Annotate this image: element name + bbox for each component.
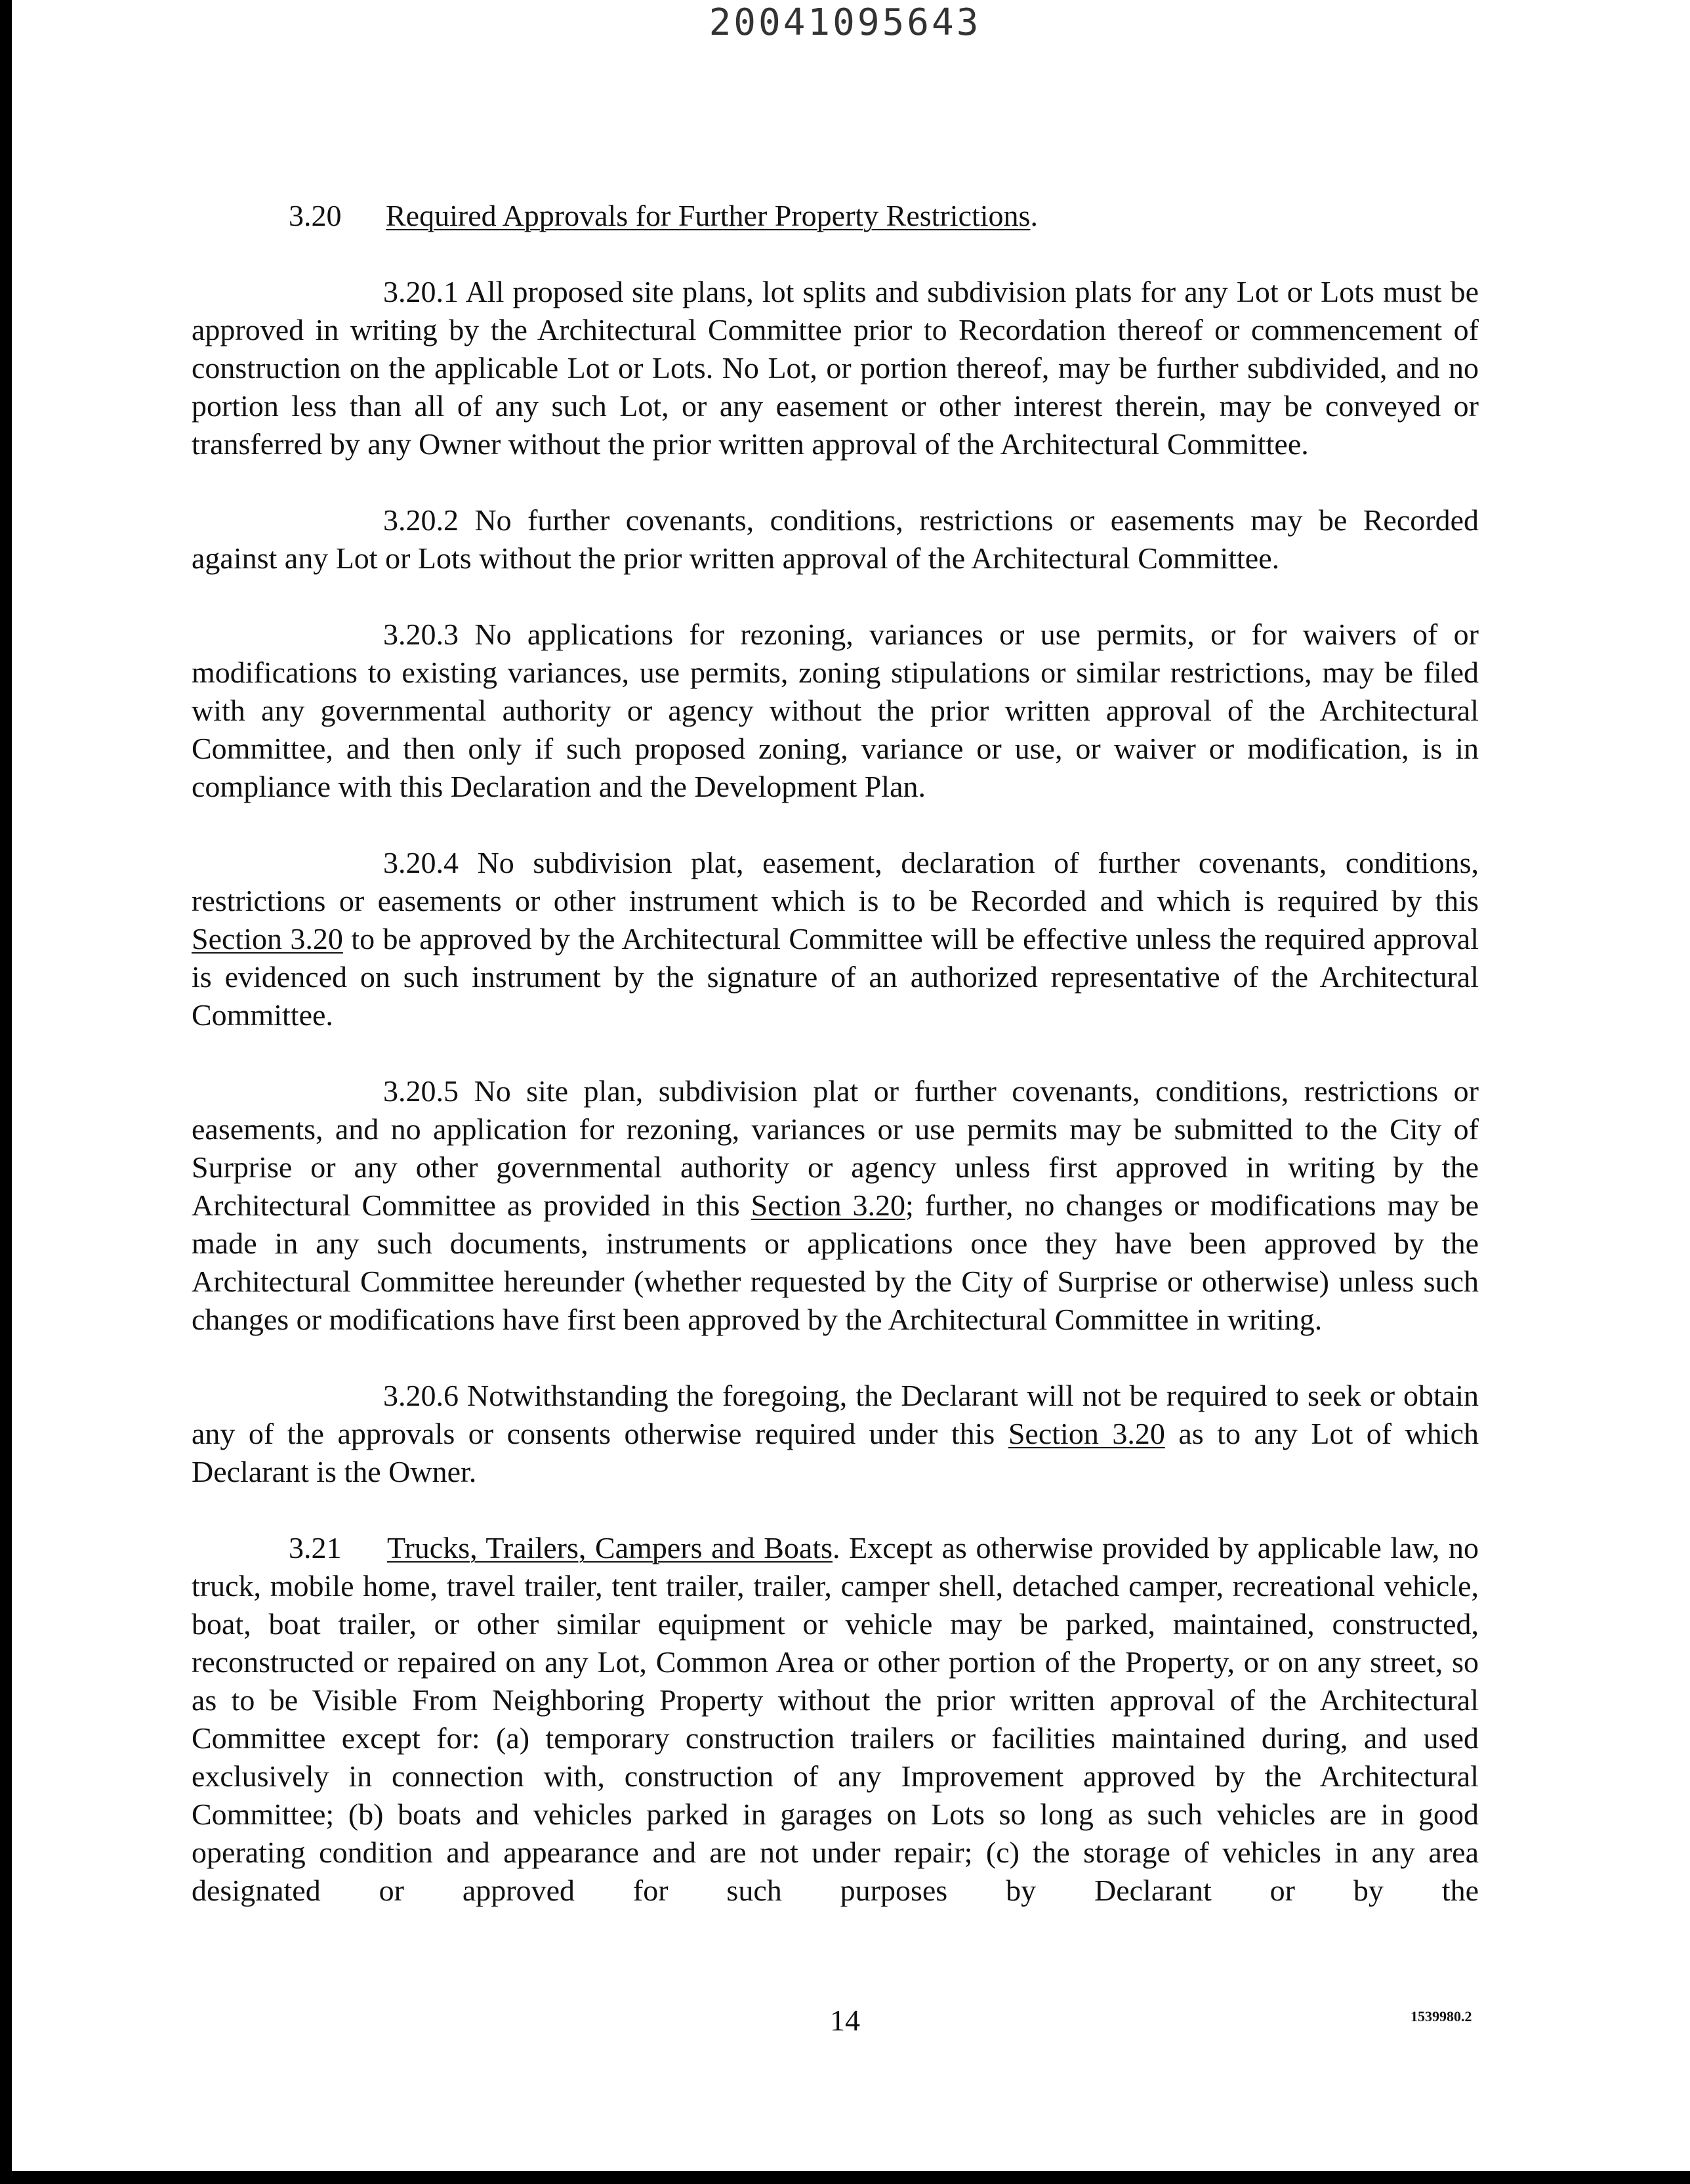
section-3-21-title: Trucks, Trailers, Campers and Boats	[387, 1531, 833, 1564]
subsection-3-20-6-text-after: as to any Lot of which Declarant is the Owner.	[192, 1417, 1479, 1488]
subsection-3-20-4-text-after: to be approved by the Architectural Committee will be effective unless the required approval is evidenced on such instrument by the signature of an authorized representative of the Architectural Committee.	[192, 922, 1479, 1032]
subsection-3-20-2-number: 3.20.2	[383, 503, 459, 537]
subsection-3-20-4	[192, 844, 1479, 1034]
section-3-20-title: Required Approvals for Further Property Restrictions	[386, 199, 1031, 232]
section-3-21	[192, 1529, 1479, 1910]
subsection-3-20-6-number: 3.20.6	[383, 1379, 459, 1412]
page-number: 14	[830, 2004, 860, 2037]
subsection-3-20-5	[192, 1072, 1479, 1339]
subsection-3-20-5-text-before: No site plan, subdivision plat or further covenants, conditions, restrictions or easements, and no application for rezoning, variances or use permits may be submitted to the City of Surprise or any other governmental authority or agency unless first approved in writing by the Architectural Committee as provided in this	[192, 1074, 1479, 1222]
subsection-3-20-1-text: All proposed site plans, lot splits and subdivision plats for any Lot or Lots must be approved in writing by the Architectural Committee prior to Recordation thereof or commencement of construction on the applicable Lot or Lots. No Lot, or portion thereof, may be further subdivided, and no portion less than all of any such Lot, or any easement or other interest therein, may be conveyed or transferred by any Owner without the prior written approval of the Architectural Committee.	[192, 275, 1479, 461]
subsection-3-20-1-number: 3.20.1	[383, 275, 459, 308]
subsection-3-20-4-text-before: No subdivision plat, easement, declaration of further covenants, conditions, restrictions or easements or other instrument which is to be Recorded and which is required by this	[192, 846, 1479, 917]
subsection-3-20-3-text: No applications for rezoning, variances or use permits, or for waivers of or modifications to existing variances, use permits, zoning stipulations or similar restrictions, may be filed with any governmental authority or agency without the prior written approval of the Architectural Committee, and then only if such proposed zoning, variance or use, or waiver or modification, is in compliance with this Declaration and the Development Plan.	[192, 618, 1479, 803]
subsection-3-20-6	[192, 1377, 1479, 1491]
section-3-21-number: 3.21	[289, 1531, 342, 1564]
subsection-3-20-3	[192, 616, 1479, 806]
subsection-3-20-5-number: 3.20.5	[383, 1074, 459, 1108]
scan-left-border	[0, 0, 12, 2184]
section-3-20-heading	[192, 197, 1479, 235]
section-3-20-reference: Section 3.20	[1008, 1417, 1165, 1450]
section-3-20-reference: Section 3.20	[751, 1188, 905, 1222]
section-3-21-text: . Except as otherwise provided by applicable law, no truck, mobile home, travel trailer, tent trailer, trailer, camper shell, detached camper, recreational vehicle, boat, boat trailer, or other similar equipment or vehicle may be parked, maintained, constructed, reconstructed or repaired on any Lot, Common Area or other portion of the Property, or on any street, so as to be Visible From Neighboring Property without the prior written approval of the Architectural Committee except for: (a) temporary construction trailers or facilities maintained during, and used exclusively in connection with, construction of any Improvement approved by the Architectural Committee; (b) boats and vehicles parked in garages on Lots so long as such vehicles are in good operating condition and appearance and are not under repair; (c) the storage of vehicles in any area designated or approved for such purposes by Declarant or by the	[192, 1531, 1479, 1907]
subsection-3-20-3-number: 3.20.3	[383, 618, 459, 651]
document-id: 1539980.2	[1411, 2008, 1472, 2025]
recording-number: 20041095643	[709, 1, 981, 44]
document-body	[192, 197, 1479, 1948]
section-3-20-reference: Section 3.20	[192, 922, 343, 956]
subsection-3-20-6-text-before: Notwithstanding the foregoing, the Declarant will not be required to seek or obtain any of the approvals or consents otherwise required under this	[192, 1379, 1479, 1450]
subsection-3-20-5-text-after: ; further, no changes or modifications may be made in any such documents, instruments or applications once they have been approved by the Architectural Committee hereunder (whether requested by the City of Surprise or otherwise) unless such changes or modifications have first been approved by the Architectural Committee in writing.	[192, 1188, 1479, 1336]
section-3-20-title-end: .	[1030, 199, 1038, 232]
subsection-3-20-4-number: 3.20.4	[383, 846, 459, 879]
subsection-3-20-1	[192, 273, 1479, 463]
section-3-20-number: 3.20	[289, 199, 342, 232]
scan-bottom-border	[0, 2171, 1690, 2184]
subsection-3-20-2-text: No further covenants, conditions, restrictions or easements may be Recorded against any Lot or Lots without the prior written approval of the Architectural Committee.	[192, 503, 1479, 575]
subsection-3-20-2	[192, 501, 1479, 578]
